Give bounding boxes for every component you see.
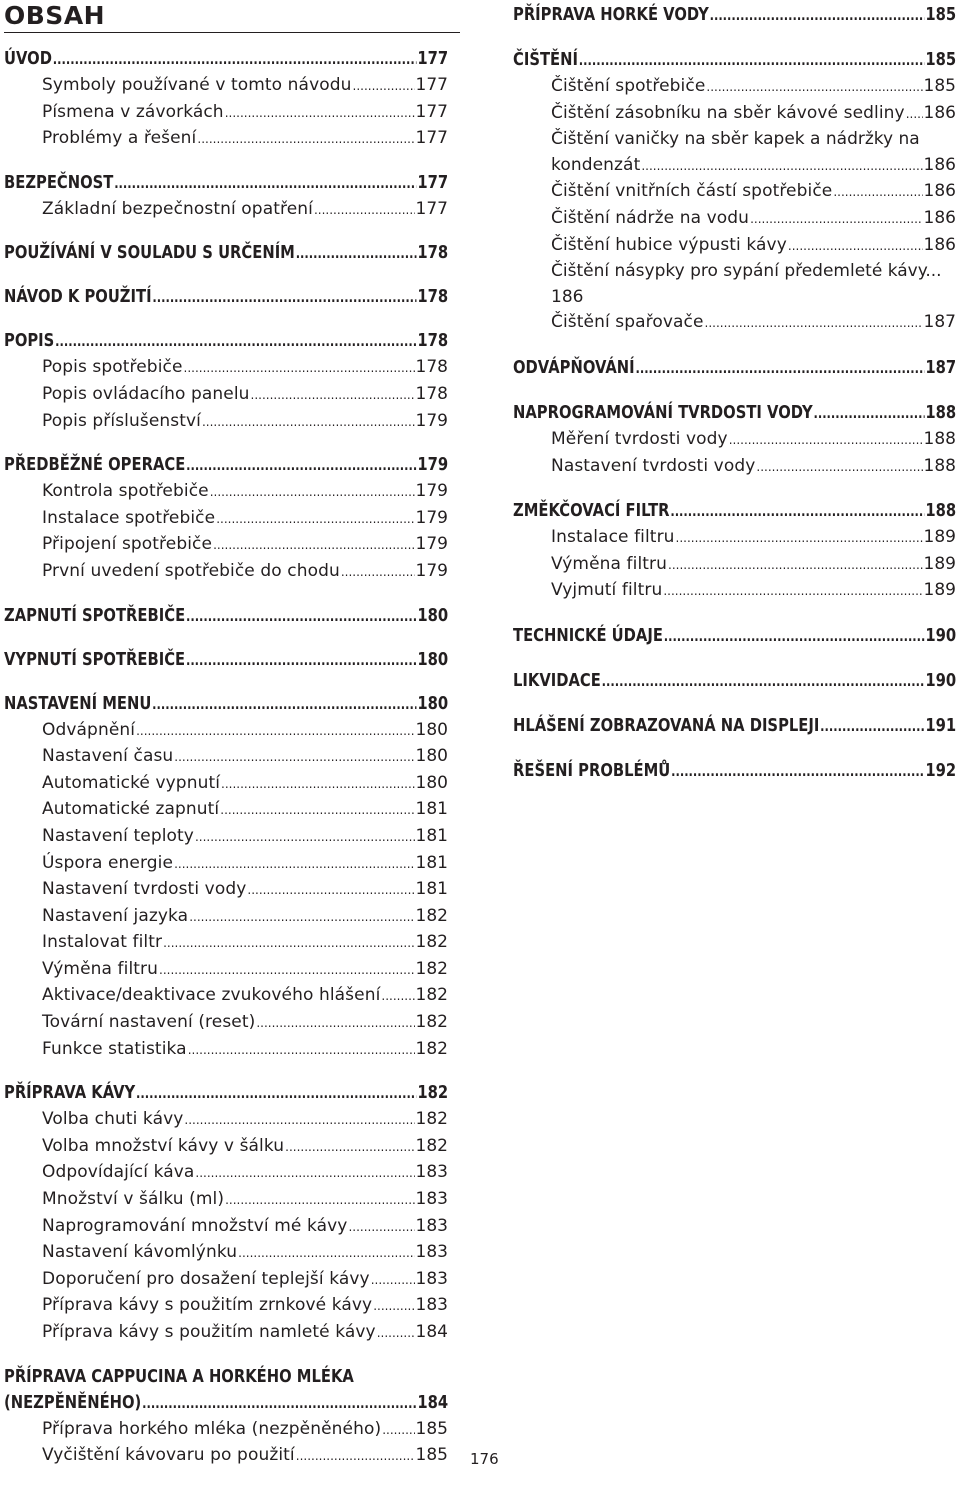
- dot-leader: [225, 101, 415, 127]
- toc-entry-page: 178: [415, 357, 448, 378]
- dot-leader: [152, 692, 416, 718]
- toc-entry-label: Kontrola spotřebiče: [42, 481, 209, 502]
- toc-entry-page: 183: [415, 1295, 448, 1316]
- toc-entry-label: Výměna filtru: [42, 958, 159, 979]
- dot-leader: [202, 410, 415, 436]
- toc-entry-page: 182: [415, 932, 448, 953]
- toc-entry-label: Příprava kávy s použitím namleté kávy: [42, 1322, 376, 1342]
- toc-entry[interactable]: [513, 427, 956, 454]
- toc-heading[interactable]: [4, 603, 448, 630]
- dot-leader: [197, 127, 414, 153]
- toc-entry-label: Nastavení času: [42, 746, 174, 767]
- toc-heading-label: NASTAVENÍ MENU: [4, 692, 152, 714]
- toc-entry-page: 183: [415, 1268, 448, 1289]
- toc-section: [4, 452, 448, 585]
- toc-section: [4, 691, 448, 1064]
- toc-entry-page: 178: [415, 383, 448, 404]
- toc-entry[interactable]: [4, 1010, 448, 1037]
- toc-entry-label: Naprogramování množství mé kávy: [42, 1215, 348, 1236]
- toc-entry-page: 184: [415, 1322, 448, 1342]
- toc-entry[interactable]: [4, 1417, 448, 1444]
- toc-entry[interactable]: [4, 1293, 448, 1320]
- dot-leader: [186, 648, 417, 674]
- toc-entry[interactable]: [4, 1134, 448, 1161]
- toc-entry-page: 180: [415, 746, 448, 767]
- toc-heading-label: LIKVIDACE: [513, 669, 601, 691]
- dot-leader: [663, 579, 922, 605]
- toc-entry-page: 180: [415, 772, 448, 793]
- dot-leader: [373, 1294, 414, 1320]
- dot-leader: [668, 553, 923, 579]
- dot-leader: [285, 1135, 414, 1161]
- toc-heading-page: 185: [925, 4, 957, 25]
- dot-leader: [189, 905, 414, 931]
- dot-leader: [348, 1215, 414, 1241]
- toc-entry[interactable]: [4, 73, 448, 100]
- toc-section: [513, 758, 956, 785]
- toc-entry[interactable]: [4, 1240, 448, 1267]
- dot-leader: [114, 171, 416, 197]
- toc-entry-page: 182: [415, 1012, 448, 1033]
- toc-section: [4, 1080, 448, 1346]
- toc-entry[interactable]: [4, 532, 448, 559]
- toc-entry[interactable]: [4, 559, 448, 586]
- toc-entry-label: Příprava horkého mléka (nezpěněného): [42, 1418, 382, 1439]
- toc-entry[interactable]: [4, 355, 448, 382]
- dot-leader: [813, 401, 924, 427]
- dot-leader: [382, 1418, 414, 1444]
- dot-leader: [195, 825, 415, 851]
- toc-entry-page: 185: [415, 1418, 448, 1439]
- toc-entry[interactable]: [513, 552, 956, 579]
- toc-heading[interactable]: [513, 498, 956, 525]
- dot-leader: [188, 1038, 415, 1064]
- toc-entry-label: Výměna filtru: [551, 553, 668, 574]
- dot-leader: [251, 383, 415, 409]
- toc-heading[interactable]: [4, 284, 448, 311]
- toc-entry-page: 181: [415, 852, 448, 873]
- toc-entry-label: Písmena v závorkách: [42, 101, 224, 122]
- dot-leader: [377, 1321, 415, 1347]
- toc-entry[interactable]: [513, 233, 956, 260]
- toc-entry-page: 186: [923, 207, 956, 228]
- dot-leader: [314, 198, 415, 224]
- toc-heading-page: 180: [417, 604, 449, 626]
- toc-entry-label: Problémy a řešení: [42, 128, 197, 149]
- dot-leader: [136, 719, 414, 745]
- dot-leader: [221, 772, 415, 798]
- toc-entry-label: Množství v šálku (ml): [42, 1189, 225, 1210]
- toc-section: [513, 668, 956, 695]
- toc-heading-page: 178: [417, 242, 449, 264]
- toc-heading[interactable]: [4, 240, 448, 267]
- dot-leader: [195, 1161, 414, 1187]
- toc-entry-label: Instalovat filtr: [42, 932, 163, 953]
- dot-leader: [641, 154, 922, 180]
- toc-entry[interactable]: [4, 1187, 448, 1214]
- toc-entry-line1: Čištění násypky pro sypání předemleté kávy...: [551, 261, 942, 282]
- dot-leader: [341, 560, 415, 586]
- toc-heading-page: 179: [417, 454, 449, 476]
- toc-entry-page: 186: [923, 102, 956, 123]
- toc-heading[interactable]: [513, 2, 956, 29]
- toc-entry[interactable]: [4, 718, 448, 745]
- dot-leader: [664, 624, 925, 650]
- toc-section: [4, 328, 448, 435]
- toc-section: [513, 47, 956, 337]
- dot-leader: [710, 3, 925, 29]
- dot-leader: [174, 852, 414, 878]
- dot-leader: [142, 1391, 416, 1417]
- toc-entry[interactable]: [4, 1160, 448, 1187]
- toc-entry-label: Instalace spotřebiče: [42, 507, 216, 528]
- toc-heading-page: 180: [417, 648, 449, 670]
- toc-entry-page: 183: [415, 1189, 448, 1210]
- dot-leader: [174, 745, 414, 771]
- toc-heading-label: (NEZPĚNĚNÉHO): [4, 1391, 142, 1413]
- toc-entry-label: Příprava kávy s použitím zrnkové kávy: [42, 1295, 373, 1316]
- toc-entry[interactable]: [513, 153, 956, 180]
- toc-entry-label: Automatické vypnutí: [42, 772, 221, 793]
- toc-entry[interactable]: [4, 797, 448, 824]
- toc-entry[interactable]: [4, 1267, 448, 1294]
- toc-entry[interactable]: [513, 525, 956, 552]
- toc-column-right: [513, 2, 956, 803]
- toc-entry[interactable]: [513, 310, 956, 337]
- toc-section: [513, 355, 956, 382]
- toc-entry-page: 186: [551, 286, 584, 307]
- dot-leader: [296, 1444, 415, 1470]
- toc-entry[interactable]: [4, 983, 448, 1010]
- toc-entry-label: Popis spotřebiče: [42, 357, 183, 378]
- toc-entry-label: Odpovídající káva: [42, 1162, 195, 1183]
- toc-entry[interactable]: [4, 197, 448, 224]
- dot-leader: [210, 480, 415, 506]
- toc-heading[interactable]: [513, 668, 956, 695]
- dot-leader: [256, 1011, 414, 1037]
- toc-heading-label: POPIS: [4, 330, 55, 352]
- dot-leader: [163, 931, 414, 957]
- toc-section: [4, 603, 448, 630]
- toc-entry-label: Čištění vnitřních částí spotřebiče: [551, 181, 833, 202]
- toc-heading[interactable]: [4, 1080, 448, 1107]
- dot-leader: [186, 604, 417, 630]
- dot-leader: [238, 1241, 414, 1267]
- toc-section: [4, 1364, 448, 1470]
- toc-entry-label: Čištění spařovače: [551, 312, 704, 333]
- toc-heading-page: 185: [925, 49, 957, 70]
- toc-entry-page: 183: [415, 1242, 448, 1263]
- toc-entry-page: 186: [923, 234, 956, 255]
- toc-entry-page: 181: [415, 799, 448, 820]
- toc-entry-page: 189: [923, 580, 956, 601]
- toc-entry[interactable]: [513, 179, 956, 206]
- toc-entry-label: Čištění nádrže na vodu: [551, 207, 750, 228]
- toc-entry-label: Úspora energie: [42, 852, 174, 873]
- toc-entry[interactable]: [4, 744, 448, 771]
- toc-section: [513, 623, 956, 650]
- toc-entry-label: Připojení spotřebiče: [42, 534, 213, 555]
- toc-entry-label: Měření tvrdosti vody: [551, 428, 728, 449]
- toc-entry-page: 179: [415, 534, 448, 555]
- toc-entry-label: Automatické zapnutí: [42, 799, 220, 820]
- dot-leader: [136, 1081, 416, 1107]
- dot-leader: [186, 453, 416, 479]
- toc-entry[interactable]: [4, 100, 448, 127]
- dot-leader: [579, 48, 925, 74]
- toc-entry[interactable]: [4, 824, 448, 851]
- toc-section: [513, 400, 956, 480]
- dot-leader: [635, 356, 924, 382]
- page-number: 176: [470, 1450, 499, 1468]
- toc-heading-label: ZMĚKČOVACÍ FILTR: [513, 500, 670, 522]
- toc-section: [4, 647, 448, 674]
- toc-heading-label: NAPROGRAMOVÁNÍ TVRDOSTI VODY: [513, 401, 813, 423]
- dot-leader: [371, 1268, 415, 1294]
- dot-leader: [225, 1188, 414, 1214]
- dot-leader: [602, 669, 925, 695]
- page-title: OBSAH: [4, 0, 460, 33]
- toc-heading-page: 177: [417, 48, 449, 69]
- toc-heading-page: 191: [925, 714, 957, 736]
- toc-section: [513, 498, 956, 605]
- toc-heading-label: BEZPEČNOST: [4, 171, 114, 193]
- toc-heading[interactable]: [513, 47, 956, 74]
- toc-entry-label: Doporučení pro dosažení teplejší kávy: [42, 1268, 370, 1289]
- toc-heading[interactable]: [513, 400, 956, 427]
- toc-entry-page: 182: [415, 1109, 448, 1130]
- toc-entry-label: Čištění spotřebiče: [551, 76, 706, 96]
- dot-leader: [184, 1108, 414, 1134]
- toc-entry[interactable]: [4, 382, 448, 409]
- toc-entry[interactable]: [4, 1214, 448, 1241]
- toc-entry-label: Nastavení kávomlýnku: [42, 1242, 238, 1263]
- toc-entry-page: 177: [415, 101, 448, 122]
- toc-entry[interactable]: [4, 904, 448, 931]
- dot-leader: [906, 102, 923, 128]
- toc-heading-label: TECHNICKÉ ÚDAJE: [513, 624, 663, 646]
- dot-leader: [670, 499, 924, 525]
- toc-entry-label: Čištění hubice výpusti kávy: [551, 234, 787, 255]
- toc-entry-page: 185: [923, 76, 956, 96]
- toc-entry-label: Nastavení tvrdosti vody: [551, 455, 756, 476]
- toc-heading[interactable]: [4, 452, 448, 479]
- toc-entry-label: Funkce statistika: [42, 1038, 187, 1059]
- toc-section: [4, 240, 448, 267]
- toc-heading-label: ÚVOD: [4, 48, 52, 69]
- toc-entry-label: Tovární nastavení (reset): [42, 1012, 256, 1033]
- toc-entry-label: kondenzát: [551, 154, 641, 175]
- toc-entry[interactable]: [4, 851, 448, 878]
- toc-heading-label: NÁVOD K POUŽITÍ: [4, 286, 152, 308]
- dot-leader: [216, 507, 414, 533]
- toc-entry[interactable]: [4, 479, 448, 506]
- toc-entry-page: 181: [415, 879, 448, 900]
- toc-heading-label: PŘÍPRAVA KÁVY: [4, 1082, 136, 1104]
- toc-entry[interactable]: [4, 877, 448, 904]
- toc-heading-page: 180: [417, 692, 449, 714]
- dot-leader: [729, 428, 923, 454]
- toc-entry-label: Volba množství kávy v šálku: [42, 1135, 285, 1156]
- toc-heading-label: VYPNUTÍ SPOTŘEBIČE: [4, 648, 186, 670]
- toc-heading-page: 190: [925, 669, 957, 691]
- dot-leader: [750, 207, 922, 233]
- toc-entry-page: 182: [415, 1038, 448, 1059]
- toc-entry-page: 188: [923, 428, 956, 449]
- toc-section: [4, 284, 448, 311]
- toc-entry-page: 179: [415, 410, 448, 431]
- toc-entry-label: Instalace filtru: [551, 527, 675, 548]
- toc-entry-label: Symboly používané v tomto návodu: [42, 75, 352, 95]
- toc-entry[interactable]: [4, 957, 448, 984]
- toc-entry-page: 180: [415, 719, 448, 740]
- dot-leader: [820, 714, 924, 740]
- toc-heading-page: 184: [417, 1391, 449, 1413]
- toc-heading-label: POUŽÍVÁNÍ V SOULADU S URČENÍM: [4, 242, 295, 264]
- toc-entry-label: Nastavení teploty: [42, 825, 194, 846]
- dot-leader: [706, 75, 922, 101]
- dot-leader: [220, 798, 414, 824]
- toc-section: [513, 2, 956, 29]
- dot-leader: [247, 878, 414, 904]
- toc-entry[interactable]: [4, 409, 448, 436]
- toc-entry-page: 188: [923, 455, 956, 476]
- toc-heading[interactable]: [513, 713, 956, 740]
- toc-section: [513, 713, 956, 740]
- toc-entry-label: První uvedení spotřebiče do chodu: [42, 560, 340, 581]
- toc-entry-page: 187: [923, 312, 956, 333]
- toc-entry-page: 179: [415, 507, 448, 528]
- dot-leader: [833, 180, 922, 206]
- toc-entry-label: Základní bezpečnostní opatření: [42, 198, 313, 219]
- dot-leader: [756, 455, 922, 481]
- dot-leader: [159, 958, 415, 984]
- toc-entry-label: Čištění zásobníku na sběr kávové sedliny: [551, 102, 905, 123]
- toc-entry-label: Aktivace/deaktivace zvukového hlášení: [42, 985, 381, 1006]
- toc-entry-page: 182: [415, 905, 448, 926]
- dot-leader: [55, 329, 416, 355]
- toc-heading[interactable]: [513, 623, 956, 650]
- toc-entry-label: Nastavení tvrdosti vody: [42, 879, 247, 900]
- toc-entry[interactable]: [4, 506, 448, 533]
- toc-entry[interactable]: [4, 1107, 448, 1134]
- toc-heading-page: 182: [417, 1082, 449, 1104]
- toc-entry-page: 182: [415, 958, 448, 979]
- toc-heading-label: PŘÍPRAVA HORKÉ VODY: [513, 4, 709, 25]
- toc-entry[interactable]: [4, 771, 448, 798]
- toc-heading[interactable]: [4, 1390, 448, 1417]
- toc-heading-page: 177: [417, 171, 449, 193]
- toc-heading[interactable]: [4, 647, 448, 674]
- toc-heading-label: ČIŠTĚNÍ: [513, 49, 578, 70]
- toc-entry[interactable]: [513, 74, 956, 101]
- toc-heading-label: PŘEDBĚŽNÉ OPERACE: [4, 454, 186, 476]
- toc-column-left: [4, 46, 448, 1487]
- toc-heading-page: 190: [925, 624, 957, 646]
- toc-entry[interactable]: [4, 1037, 448, 1064]
- toc-entry[interactable]: [513, 101, 956, 128]
- toc-entry[interactable]: [4, 930, 448, 957]
- dot-leader: [381, 984, 414, 1010]
- toc-entry-label: Vyjmutí filtru: [551, 580, 663, 601]
- toc-entry-page: 182: [415, 985, 448, 1006]
- toc-entry-label: Volba chuti kávy: [42, 1109, 184, 1130]
- toc-heading[interactable]: [4, 691, 448, 718]
- toc-entry-page: 183: [415, 1162, 448, 1183]
- toc-section: [4, 170, 448, 224]
- dot-leader: [705, 311, 923, 337]
- toc-heading-page: 188: [925, 500, 957, 522]
- dot-leader: [53, 47, 417, 73]
- toc-heading[interactable]: [4, 170, 448, 197]
- toc-heading-page: 188: [925, 401, 957, 423]
- toc-entry[interactable]: [513, 206, 956, 233]
- toc-entry-page: 186: [923, 181, 956, 202]
- dot-leader: [676, 526, 923, 552]
- toc-heading-label: HLÁŠENÍ ZOBRAZOVANÁ NA DISPLEJI: [513, 714, 820, 736]
- toc-entry[interactable]: [4, 1320, 448, 1347]
- toc-entry-page: 183: [415, 1215, 448, 1236]
- toc-entry-page: 181: [415, 825, 448, 846]
- dot-leader: [184, 356, 415, 382]
- dot-leader: [213, 533, 414, 559]
- toc-entry-page: 186: [923, 154, 956, 175]
- toc-entry-label: Odvápnění: [42, 719, 136, 740]
- toc-entry-page: 189: [923, 527, 956, 548]
- toc-heading-page: 178: [417, 330, 449, 352]
- dot-leader: [353, 74, 415, 100]
- toc-heading-label: ODVÁPŇOVÁNÍ: [513, 356, 635, 378]
- toc-section: [4, 46, 448, 153]
- toc-entry[interactable]: [4, 126, 448, 153]
- toc-entry-page: 179: [415, 481, 448, 502]
- toc-entry-page: 177: [415, 128, 448, 149]
- toc-entry-label: Popis ovládacího panelu: [42, 383, 250, 404]
- toc-entry-page: 185: [415, 1445, 448, 1466]
- dot-leader: [788, 234, 923, 260]
- toc-entry-page: 189: [923, 553, 956, 574]
- toc-heading-label: ŘEŠENÍ PROBLÉMŮ: [513, 759, 671, 781]
- toc-entry-page: 182: [415, 1135, 448, 1156]
- dot-leader: [152, 285, 416, 311]
- toc-heading[interactable]: [513, 758, 956, 785]
- dot-leader: [296, 241, 417, 267]
- toc-heading-page: 192: [925, 759, 957, 781]
- toc-entry-label: Nastavení jazyka: [42, 905, 189, 926]
- toc-entry[interactable]: [513, 578, 956, 605]
- toc-entry-page: 177: [415, 75, 448, 95]
- dot-leader: [671, 759, 924, 785]
- toc-entry[interactable]: [513, 454, 956, 481]
- toc-entry-label: Popis příslušenství: [42, 410, 201, 431]
- toc-entry-page: 177: [415, 198, 448, 219]
- toc-heading-page: 187: [925, 356, 957, 378]
- toc-entry-page: 179: [415, 560, 448, 581]
- toc-entry-label: Vyčištění kávovaru po použití: [42, 1445, 295, 1466]
- toc-entry[interactable]: [4, 1443, 448, 1470]
- toc-heading[interactable]: [4, 328, 448, 355]
- toc-heading-line1: PŘÍPRAVA CAPPUCINA A HORKÉHO MLÉKA: [4, 1365, 354, 1387]
- toc-heading-label: ZAPNUTÍ SPOTŘEBIČE: [4, 604, 186, 626]
- toc-heading[interactable]: [513, 355, 956, 382]
- toc-heading[interactable]: [4, 46, 448, 73]
- toc-entry-line1: Čištění vaničky na sběr kapek a nádržky na: [551, 129, 920, 150]
- toc-heading-page: 178: [417, 286, 449, 308]
